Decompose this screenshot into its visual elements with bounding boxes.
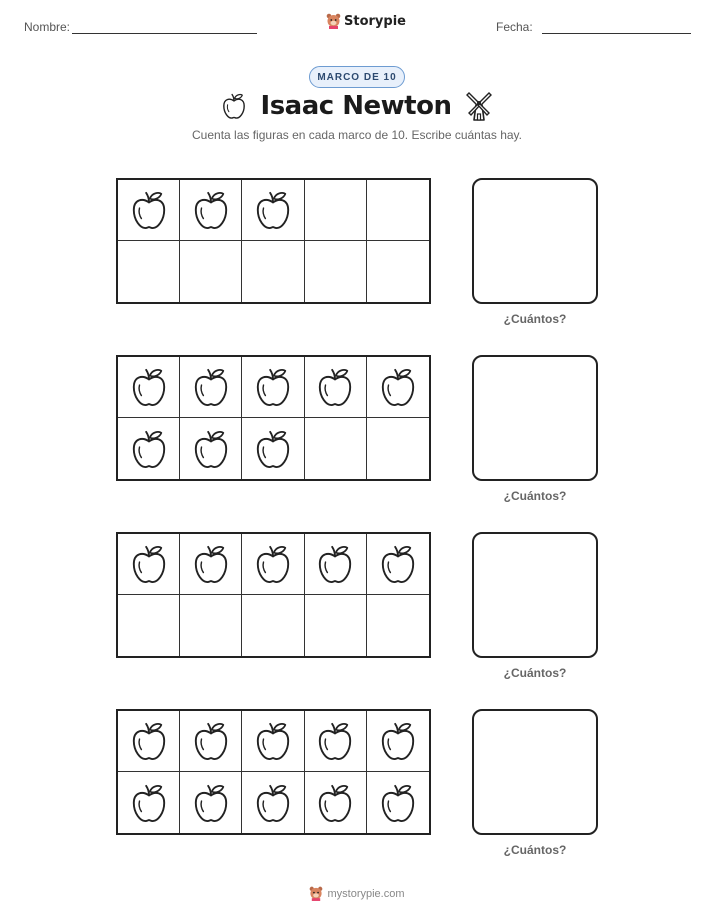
frame-cell-filled [305, 711, 367, 772]
apple-icon [254, 366, 292, 408]
apple-icon [254, 428, 292, 470]
frame-cell-empty [180, 241, 242, 302]
frame-cell-filled [118, 534, 180, 595]
frame-cell-empty [118, 595, 180, 656]
frame-cell-empty [367, 595, 429, 656]
frame-cell-empty [242, 595, 304, 656]
apple-icon [130, 366, 168, 408]
apple-icon [254, 782, 292, 824]
frame-cell-empty [305, 241, 367, 302]
frame-cell-empty [367, 180, 429, 241]
apple-icon [379, 782, 417, 824]
frame-cell-filled [180, 711, 242, 772]
frame-cell-filled [118, 357, 180, 418]
frame-cell-empty [305, 180, 367, 241]
frame-cell-filled [242, 534, 304, 595]
frame-cell-empty [180, 595, 242, 656]
answer-box-2[interactable] [472, 355, 598, 481]
footer [0, 886, 714, 901]
frame-cell-filled [367, 534, 429, 595]
date-field[interactable] [542, 33, 691, 34]
apple-icon [192, 782, 230, 824]
apple-icon [379, 720, 417, 762]
ten-frame-1 [116, 178, 431, 304]
frame-cell-filled [118, 711, 180, 772]
footer-url: mystorypie.com [327, 887, 405, 900]
frame-cell-filled [180, 180, 242, 241]
frame-cell-empty [242, 241, 304, 302]
frame-cell-empty [118, 241, 180, 302]
apple-icon [254, 543, 292, 585]
frame-cell-empty [305, 595, 367, 656]
answer-box-4[interactable] [472, 709, 598, 835]
apple-icon [130, 720, 168, 762]
frame-cell-filled [367, 711, 429, 772]
frame-cell-filled [305, 357, 367, 418]
apple-icon [316, 366, 354, 408]
apple-icon [192, 720, 230, 762]
answer-box-1[interactable] [472, 178, 598, 304]
frame-cell-filled [118, 180, 180, 241]
frame-cell-filled [305, 772, 367, 833]
name-field[interactable] [72, 33, 257, 34]
apple-icon [192, 189, 230, 231]
bear-mascot-icon [309, 886, 323, 901]
ten-frame-2 [116, 355, 431, 481]
brand-logo [326, 13, 406, 29]
frame-cell-filled [242, 180, 304, 241]
brand-name: Storypie [344, 13, 406, 29]
frame-cell-filled [367, 772, 429, 833]
apple-icon [316, 543, 354, 585]
apple-icon [379, 366, 417, 408]
frame-cell-filled [242, 772, 304, 833]
name-label: Nombre: [24, 20, 71, 34]
answer-box-3[interactable] [472, 532, 598, 658]
apple-icon [254, 189, 292, 231]
frame-cell-filled [180, 534, 242, 595]
apple-icon [130, 543, 168, 585]
frame-cell-empty [305, 418, 367, 479]
frame-cell-filled [367, 357, 429, 418]
apple-icon [316, 720, 354, 762]
apple-icon [130, 782, 168, 824]
page-title: Isaac Newton [260, 91, 452, 121]
frame-cell-empty [367, 418, 429, 479]
windmill-icon [465, 90, 493, 122]
frame-cell-filled [180, 418, 242, 479]
apple-icon [130, 428, 168, 470]
answer-label-3: ¿Cuántos? [503, 666, 567, 680]
instructions: Cuenta las figuras en cada marco de 10. Escribe cuántas hay. [192, 128, 522, 142]
frame-cell-filled [118, 418, 180, 479]
frame-cell-filled [180, 772, 242, 833]
ten-frame-4 [116, 709, 431, 835]
apple-icon [221, 92, 247, 120]
frame-cell-empty [367, 241, 429, 302]
apple-icon [130, 189, 168, 231]
apple-icon [192, 543, 230, 585]
frame-cell-filled [118, 772, 180, 833]
frame-cell-filled [242, 711, 304, 772]
worksheet-type-badge: MARCO DE 10 [309, 66, 405, 88]
frame-cell-filled [180, 357, 242, 418]
bear-mascot-icon [326, 13, 341, 29]
date-label: Fecha: [496, 20, 533, 34]
apple-icon [254, 720, 292, 762]
frame-cell-filled [242, 418, 304, 479]
ten-frame-3 [116, 532, 431, 658]
title-row [0, 90, 714, 122]
answer-label-1: ¿Cuántos? [503, 312, 567, 326]
apple-icon [192, 366, 230, 408]
frame-cell-filled [242, 357, 304, 418]
frame-cell-filled [305, 534, 367, 595]
apple-icon [379, 543, 417, 585]
apple-icon [316, 782, 354, 824]
apple-icon [192, 428, 230, 470]
answer-label-2: ¿Cuántos? [503, 489, 567, 503]
answer-label-4: ¿Cuántos? [503, 843, 567, 857]
